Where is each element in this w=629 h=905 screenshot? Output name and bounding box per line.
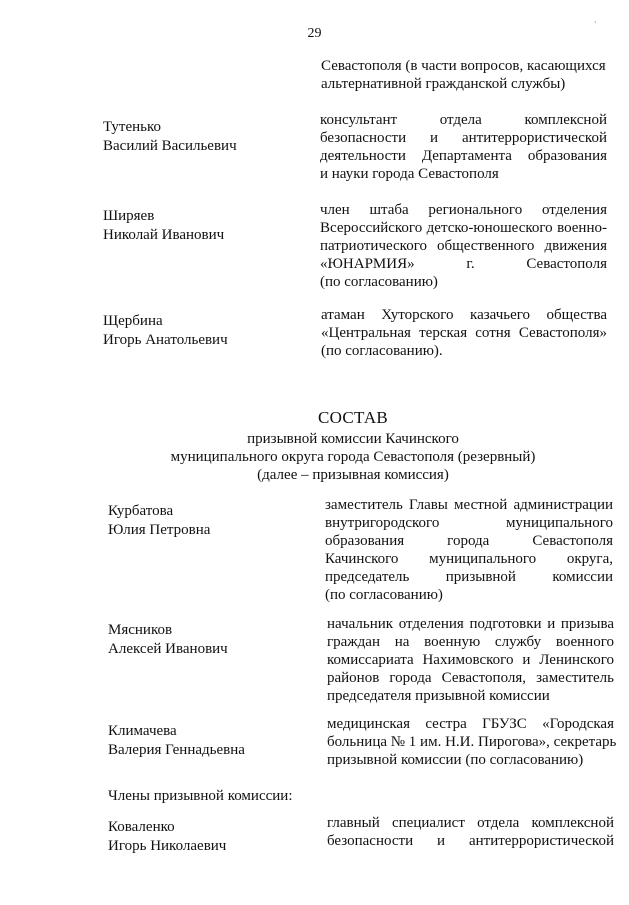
member-role-kovalenko: главный специалист отдела комплексной безопасности и антитеррористической [327,815,614,849]
member-role-kurbatova: заместитель Главы местной администрации внутригородского муниципального образования города Севастополя Качинского муниципального округа, председатель призывной комиссии (по согласованию) [325,497,613,603]
member-role-shiryaev: член штаба регионального отделения Всероссийского детско-юношеского военно- патриотического общественного движения «ЮНАРМИЯ» г. Севастополя (по согласованию) [320,202,607,290]
member-role-klimacheva: медицинская сестра ГБУЗС «Городская больница № 1 им. Н.И. Пирогова», секретарь призывной комиссии (по согласованию) [327,716,617,768]
corner-mark: · [594,18,597,27]
section-subtitle: призывной комиссии Качинского муниципального округа города Севастополя (резервный) (далее – призывная комиссия) [170,431,536,483]
section-title: СОСТАВ [317,408,389,427]
member-role-myasnikov: начальник отделения подготовки и призыва граждан на военную службу военного комиссариата Нахимовского и Ленинского районов города Севастополя, заместитель председателя призывной комиссии [327,616,614,704]
member-name-kovalenko: Коваленко Игорь Николаевич [108,819,227,854]
member-name-kurbatova: Курбатова Юлия Петровна [108,503,211,538]
member-name-myasnikov: Мясников Алексей Иванович [108,622,228,657]
member-name-shiryaev: Ширяев Николай Иванович [103,208,225,243]
page-number: 29 [307,26,322,41]
member-name-klimacheva: Климачева Валерия Геннадьевна [108,723,245,758]
member-role-shcherbina: атаман Хуторского казачьего общества «Центральная терская сотня Севастополя» (по согласованию). [321,307,607,359]
member-name-tutenko: Тутенько Василий Васильевич [103,119,237,154]
continuation-text: Севастополя (в части вопросов, касающихся альтернативной гражданской службы) [321,58,606,92]
members-label: Члены призывной комиссии: [108,788,293,804]
member-role-tutenko: консультант отдела комплексной безопасности и антитеррористической деятельности Департамента образования и науки города Севастополя [320,112,607,182]
member-name-shcherbina: Щербина Игорь Анатольевич [103,313,228,348]
